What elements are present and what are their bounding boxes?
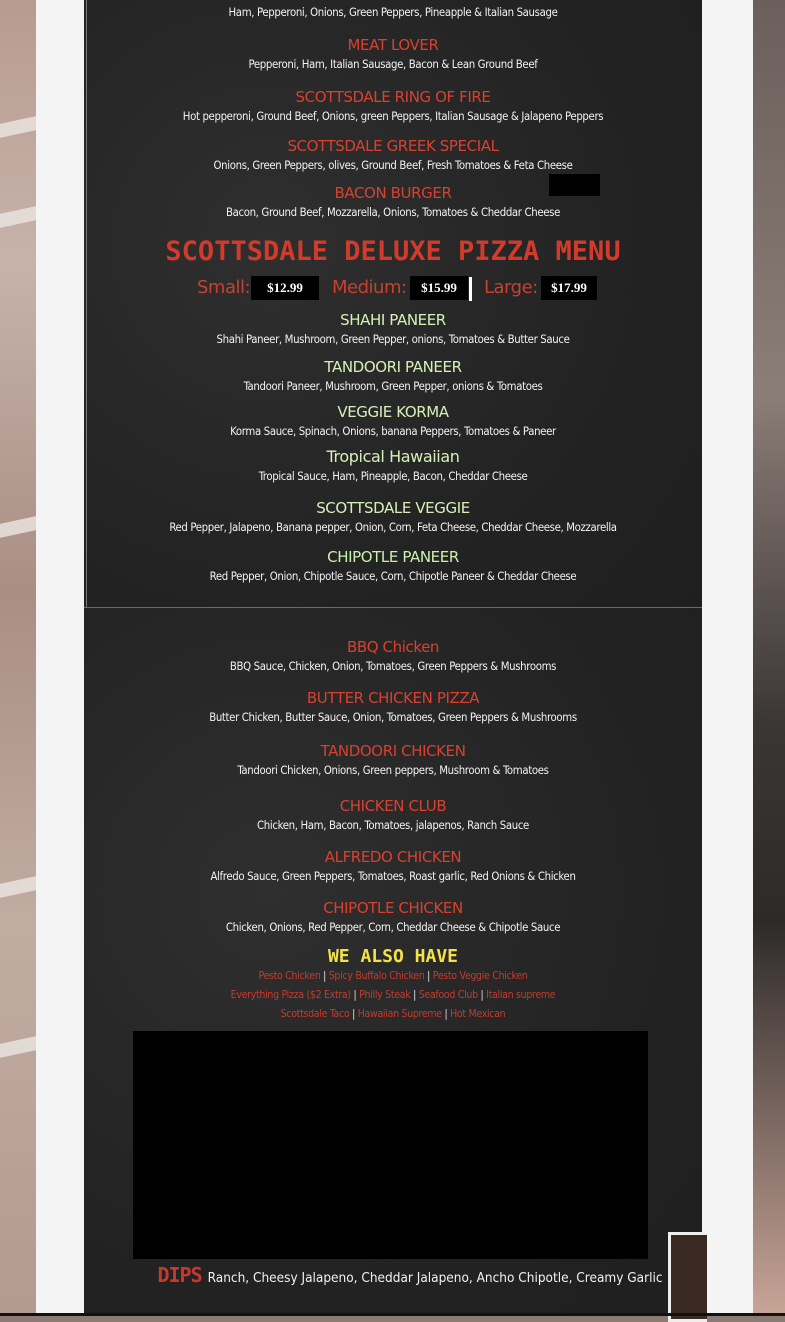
- item-description: Tandoori Chicken, Onions, Green peppers, Mushroom & Tomatoes: [237, 764, 549, 777]
- item-description: Bacon, Ground Beef, Mozzarella, Onions, Tomatoes & Cheddar Cheese: [225, 206, 561, 219]
- item-description: Chicken, Onions, Red Pepper, Corn, Cheddar Cheese & Chipotle Sauce: [225, 921, 561, 934]
- also-have-line-2: [84, 989, 702, 1001]
- item-description: Hot pepperoni, Ground Beef, Onions, green Peppers, Italian Sausage & Jalapeno Peppers: [182, 110, 604, 123]
- background-photo-left: [0, 0, 36, 1316]
- item-name: Tropical Hawaiian: [326, 447, 460, 466]
- item-description: Chicken, Ham, Bacon, Tomatoes, jalapenos, Ranch Sauce: [257, 819, 529, 832]
- deluxe-menu-title: SCOTTSDALE DELUXE PIZZA MENU: [165, 236, 621, 267]
- also-item: Philly Steak: [359, 989, 411, 1001]
- item-name: TANDOORI CHICKEN: [320, 742, 466, 760]
- item-name: VEGGIE KORMA: [337, 403, 449, 421]
- item-name: BUTTER CHICKEN PIZZA: [306, 689, 480, 707]
- also-item: Hawaiian Supreme: [357, 1008, 442, 1020]
- separator: |: [480, 989, 484, 1001]
- separator-bar: [469, 277, 472, 301]
- separator: |: [444, 1008, 448, 1020]
- item-description: BBQ Sauce, Chicken, Onion, Tomatoes, Green Peppers & Mushrooms: [229, 660, 557, 673]
- background-stripe: [0, 206, 36, 228]
- background-stripe: [0, 116, 36, 138]
- item-description: Butter Chicken, Butter Sauce, Onion, Tomatoes, Green Peppers & Mushrooms: [209, 711, 577, 724]
- price-large: $17.99: [541, 276, 597, 300]
- item-name: SCOTTSDALE GREEK SPECIAL: [287, 137, 499, 155]
- also-have-title: WE ALSO HAVE: [327, 946, 459, 967]
- background-stripe: [0, 516, 36, 538]
- item-name: TANDOORI PANEER: [324, 358, 462, 376]
- also-item: Spicy Buffalo Chicken: [328, 970, 425, 982]
- also-item: Hot Mexican: [450, 1008, 506, 1020]
- separator: |: [323, 970, 327, 982]
- panel-edge-line: [86, 0, 87, 608]
- also-item: Pesto Veggie Chicken: [432, 970, 528, 982]
- also-item: Pesto Chicken: [258, 970, 321, 982]
- also-have-line-3: [84, 1008, 702, 1020]
- menu-panel-top: [84, 0, 702, 608]
- item-description: Ham, Pepperoni, Onions, Green Peppers, Pineapple & Italian Sausage: [228, 6, 558, 19]
- item-name: SCOTTSDALE RING OF FIRE: [295, 88, 491, 106]
- item-name: MEAT LOVER: [347, 36, 439, 54]
- item-name: BACON BURGER: [334, 184, 452, 202]
- item-name: CHICKEN CLUB: [339, 797, 447, 815]
- size-label-large: Large:: [484, 277, 538, 298]
- item-description: Shahi Paneer, Mushroom, Green Pepper, onions, Tomatoes & Butter Sauce: [216, 333, 570, 346]
- dips-label: DIPS: [157, 1263, 202, 1287]
- item-name: BBQ Chicken: [346, 638, 440, 656]
- size-label-small: Small:: [197, 277, 251, 298]
- item-description: Red Pepper, Onion, Chipotle Sauce, Corn, Chipotle Paneer & Cheddar Cheese: [209, 570, 577, 583]
- size-price-row: [84, 274, 702, 304]
- item-description: Red Pepper, Jalapeno, Banana pepper, Onion, Corn, Feta Cheese, Cheddar Cheese, Mozzarella: [169, 521, 617, 534]
- menu-panel-bottom: [84, 608, 702, 1316]
- item-description: Pepperoni, Ham, Italian Sausage, Bacon & Lean Ground Beef: [248, 58, 538, 71]
- dips-row: [120, 1263, 700, 1293]
- item-description: Korma Sauce, Spinach, Onions, banana Peppers, Tomatoes & Paneer: [230, 425, 556, 438]
- background-photo-right: [753, 0, 785, 1316]
- background-stripe: [0, 876, 36, 898]
- item-name: CHIPOTLE CHICKEN: [323, 899, 463, 917]
- item-name: SCOTTSDALE VEGGIE: [316, 499, 470, 517]
- background-stripe: [0, 1036, 36, 1058]
- also-item: Scottsdale Taco: [280, 1008, 350, 1020]
- also-have-line-1: [84, 970, 702, 982]
- also-item: Italian supreme: [486, 989, 556, 1001]
- price-medium: $15.99: [410, 276, 468, 300]
- size-label-medium: Medium:: [332, 277, 407, 298]
- also-item: Seafood Club: [418, 989, 478, 1001]
- also-item: Everything Pizza ($2 Extra): [230, 989, 351, 1001]
- item-description: Alfredo Sauce, Green Peppers, Tomatoes, Roast garlic, Red Onions & Chicken: [210, 870, 576, 883]
- redaction-block: [133, 1031, 648, 1259]
- separator: |: [427, 970, 431, 982]
- item-description: Tropical Sauce, Ham, Pineapple, Bacon, Cheddar Cheese: [258, 470, 528, 483]
- dips-list: Ranch, Cheesy Jalapeno, Cheddar Jalapeno, Ancho Chipotle, Creamy Garlic: [207, 1270, 663, 1286]
- redaction-box: [549, 174, 600, 196]
- item-name: ALFREDO CHICKEN: [324, 848, 462, 866]
- separator: |: [352, 1008, 356, 1020]
- photo-thumbnail: [668, 1232, 707, 1322]
- price-small: $12.99: [251, 276, 319, 300]
- item-description: Tandoori Paneer, Mushroom, Green Pepper, onions & Tomatoes: [243, 380, 543, 393]
- item-name: SHAHI PANEER: [340, 311, 446, 329]
- separator: |: [353, 989, 357, 1001]
- separator: |: [413, 989, 417, 1001]
- item-name: CHIPOTLE PANEER: [327, 548, 459, 566]
- item-description: Onions, Green Peppers, olives, Ground Beef, Fresh Tomatoes & Feta Cheese: [213, 159, 573, 172]
